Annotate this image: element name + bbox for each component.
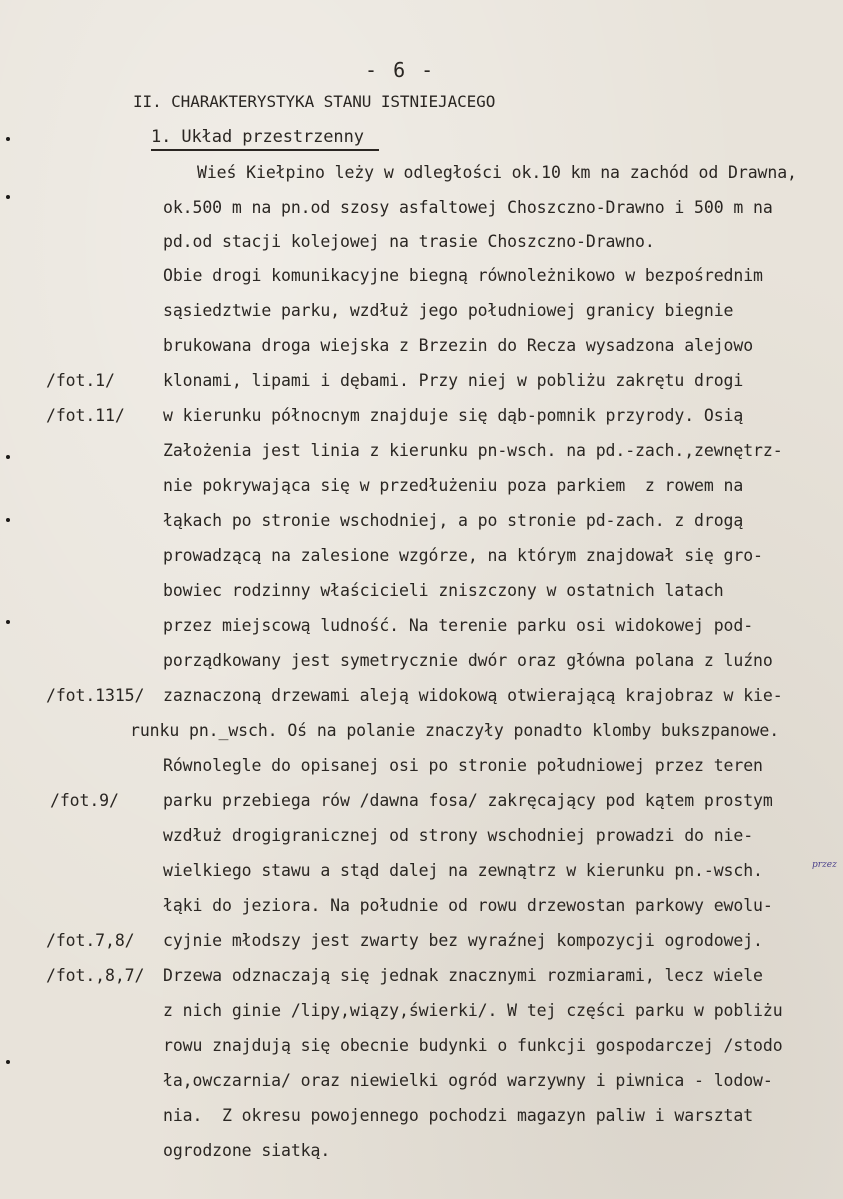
- body-line: Równolegle do opisanej osi po stronie południowej przez teren: [163, 756, 763, 775]
- body-line: Wieś Kiełpino leży w odległości ok.10 km na zachód od Drawna,: [197, 163, 797, 182]
- body-line: ogrodzone siatką.: [163, 1141, 331, 1160]
- subsection-heading: 1. Układ przestrzenny: [151, 127, 364, 147]
- body-line: parku przebiega rów /dawna fosa/ zakręcający pod kątem prostym: [163, 791, 773, 810]
- page-number: - 6 -: [365, 58, 436, 82]
- body-line: sąsiedztwie parku, wzdłuż jego południowej granicy biegnie: [163, 301, 734, 320]
- binding-mark: [6, 195, 10, 199]
- binding-mark: [6, 1060, 10, 1064]
- body-line: Założenia jest linia z kierunku pn-wsch. na pd.-zach.,zewnętrz-: [163, 441, 783, 460]
- binding-mark: [6, 518, 10, 522]
- body-line: łąki do jeziora. Na południe od rowu drzewostan parkowy ewolu-: [163, 896, 773, 915]
- body-line: Obie drogi komunikacyjne biegną równoleżnikowo w bezpośrednim: [163, 266, 763, 285]
- body-line: w kierunku północnym znajduje się dąb-pomnik przyrody. Osią: [163, 406, 744, 425]
- body-line: prowadzącą na zalesione wzgórze, na którym znajdował się gro-: [163, 546, 763, 565]
- margin-photo-ref: /fot.9/: [50, 791, 119, 810]
- body-line: bowiec rodzinny właścicieli zniszczony w ostatnich latach: [163, 581, 724, 600]
- body-line: brukowana droga wiejska z Brzezin do Recza wysadzona alejowo: [163, 336, 754, 355]
- binding-mark: [6, 455, 10, 459]
- body-line: klonami, lipami i dębami. Przy niej w pobliżu zakrętu drogi: [163, 371, 744, 390]
- body-line: zaznaczoną drzewami aleją widokową otwierającą krajobraz w kie-: [163, 686, 783, 705]
- body-line: łąkach po stronie wschodniej, a po stronie pd-zach. z drogą: [163, 511, 744, 530]
- body-line: wzdłuż drogigranicznej od strony wschodniej prowadzi do nie-: [163, 826, 754, 845]
- body-line: nia. Z okresu powojennego pochodzi magazyn paliw i warsztat: [163, 1106, 754, 1125]
- body-line: runku pn._wsch. Oś na polanie znaczyły ponadto klomby bukszpanowe.: [130, 721, 780, 740]
- section-heading: II. CHARAKTERYSTYKA STANU ISTNIEJACEGO: [133, 92, 496, 111]
- margin-photo-ref: /fot.1315/: [46, 686, 145, 705]
- binding-mark: [6, 137, 10, 141]
- margin-photo-ref: /fot.1/: [46, 371, 115, 390]
- margin-photo-ref: /fot.7,8/: [46, 931, 135, 950]
- body-line: wielkiego stawu a stąd dalej na zewnątrz w kierunku pn.-wsch.: [163, 861, 763, 880]
- margin-photo-ref: /fot.,8,7/: [46, 966, 145, 985]
- margin-photo-ref: /fot.11/: [46, 406, 125, 425]
- body-line: Drzewa odznaczają się jednak znacznymi rozmiarami, lecz wiele: [163, 966, 763, 985]
- body-line: ła,owczarnia/ oraz niewielki ogród warzywny i piwnica - lodow-: [163, 1071, 773, 1090]
- body-line: ok.500 m na pn.od szosy asfaltowej Choszczno-Drawno i 500 m na: [163, 198, 773, 217]
- body-line: pd.od stacji kolejowej na trasie Choszczno-Drawno.: [163, 232, 655, 251]
- body-line: rowu znajdują się obecnie budynki o funkcji gospodarczej /stodo: [163, 1036, 783, 1055]
- handwritten-note: przez: [812, 860, 837, 870]
- binding-mark: [6, 620, 10, 624]
- body-line: nie pokrywająca się w przedłużeniu poza parkiem z rowem na: [163, 476, 744, 495]
- body-line: porządkowany jest symetrycznie dwór oraz główna polana z luźno: [163, 651, 773, 670]
- subsection-underline: [151, 149, 379, 151]
- body-line: z nich ginie /lipy,wiązy,świerki/. W tej części parku w pobliżu: [163, 1001, 783, 1020]
- body-line: przez miejscową ludność. Na terenie parku osi widokowej pod-: [163, 616, 754, 635]
- body-line: cyjnie młodszy jest zwarty bez wyraźnej kompozycji ogrodowej.: [163, 931, 763, 950]
